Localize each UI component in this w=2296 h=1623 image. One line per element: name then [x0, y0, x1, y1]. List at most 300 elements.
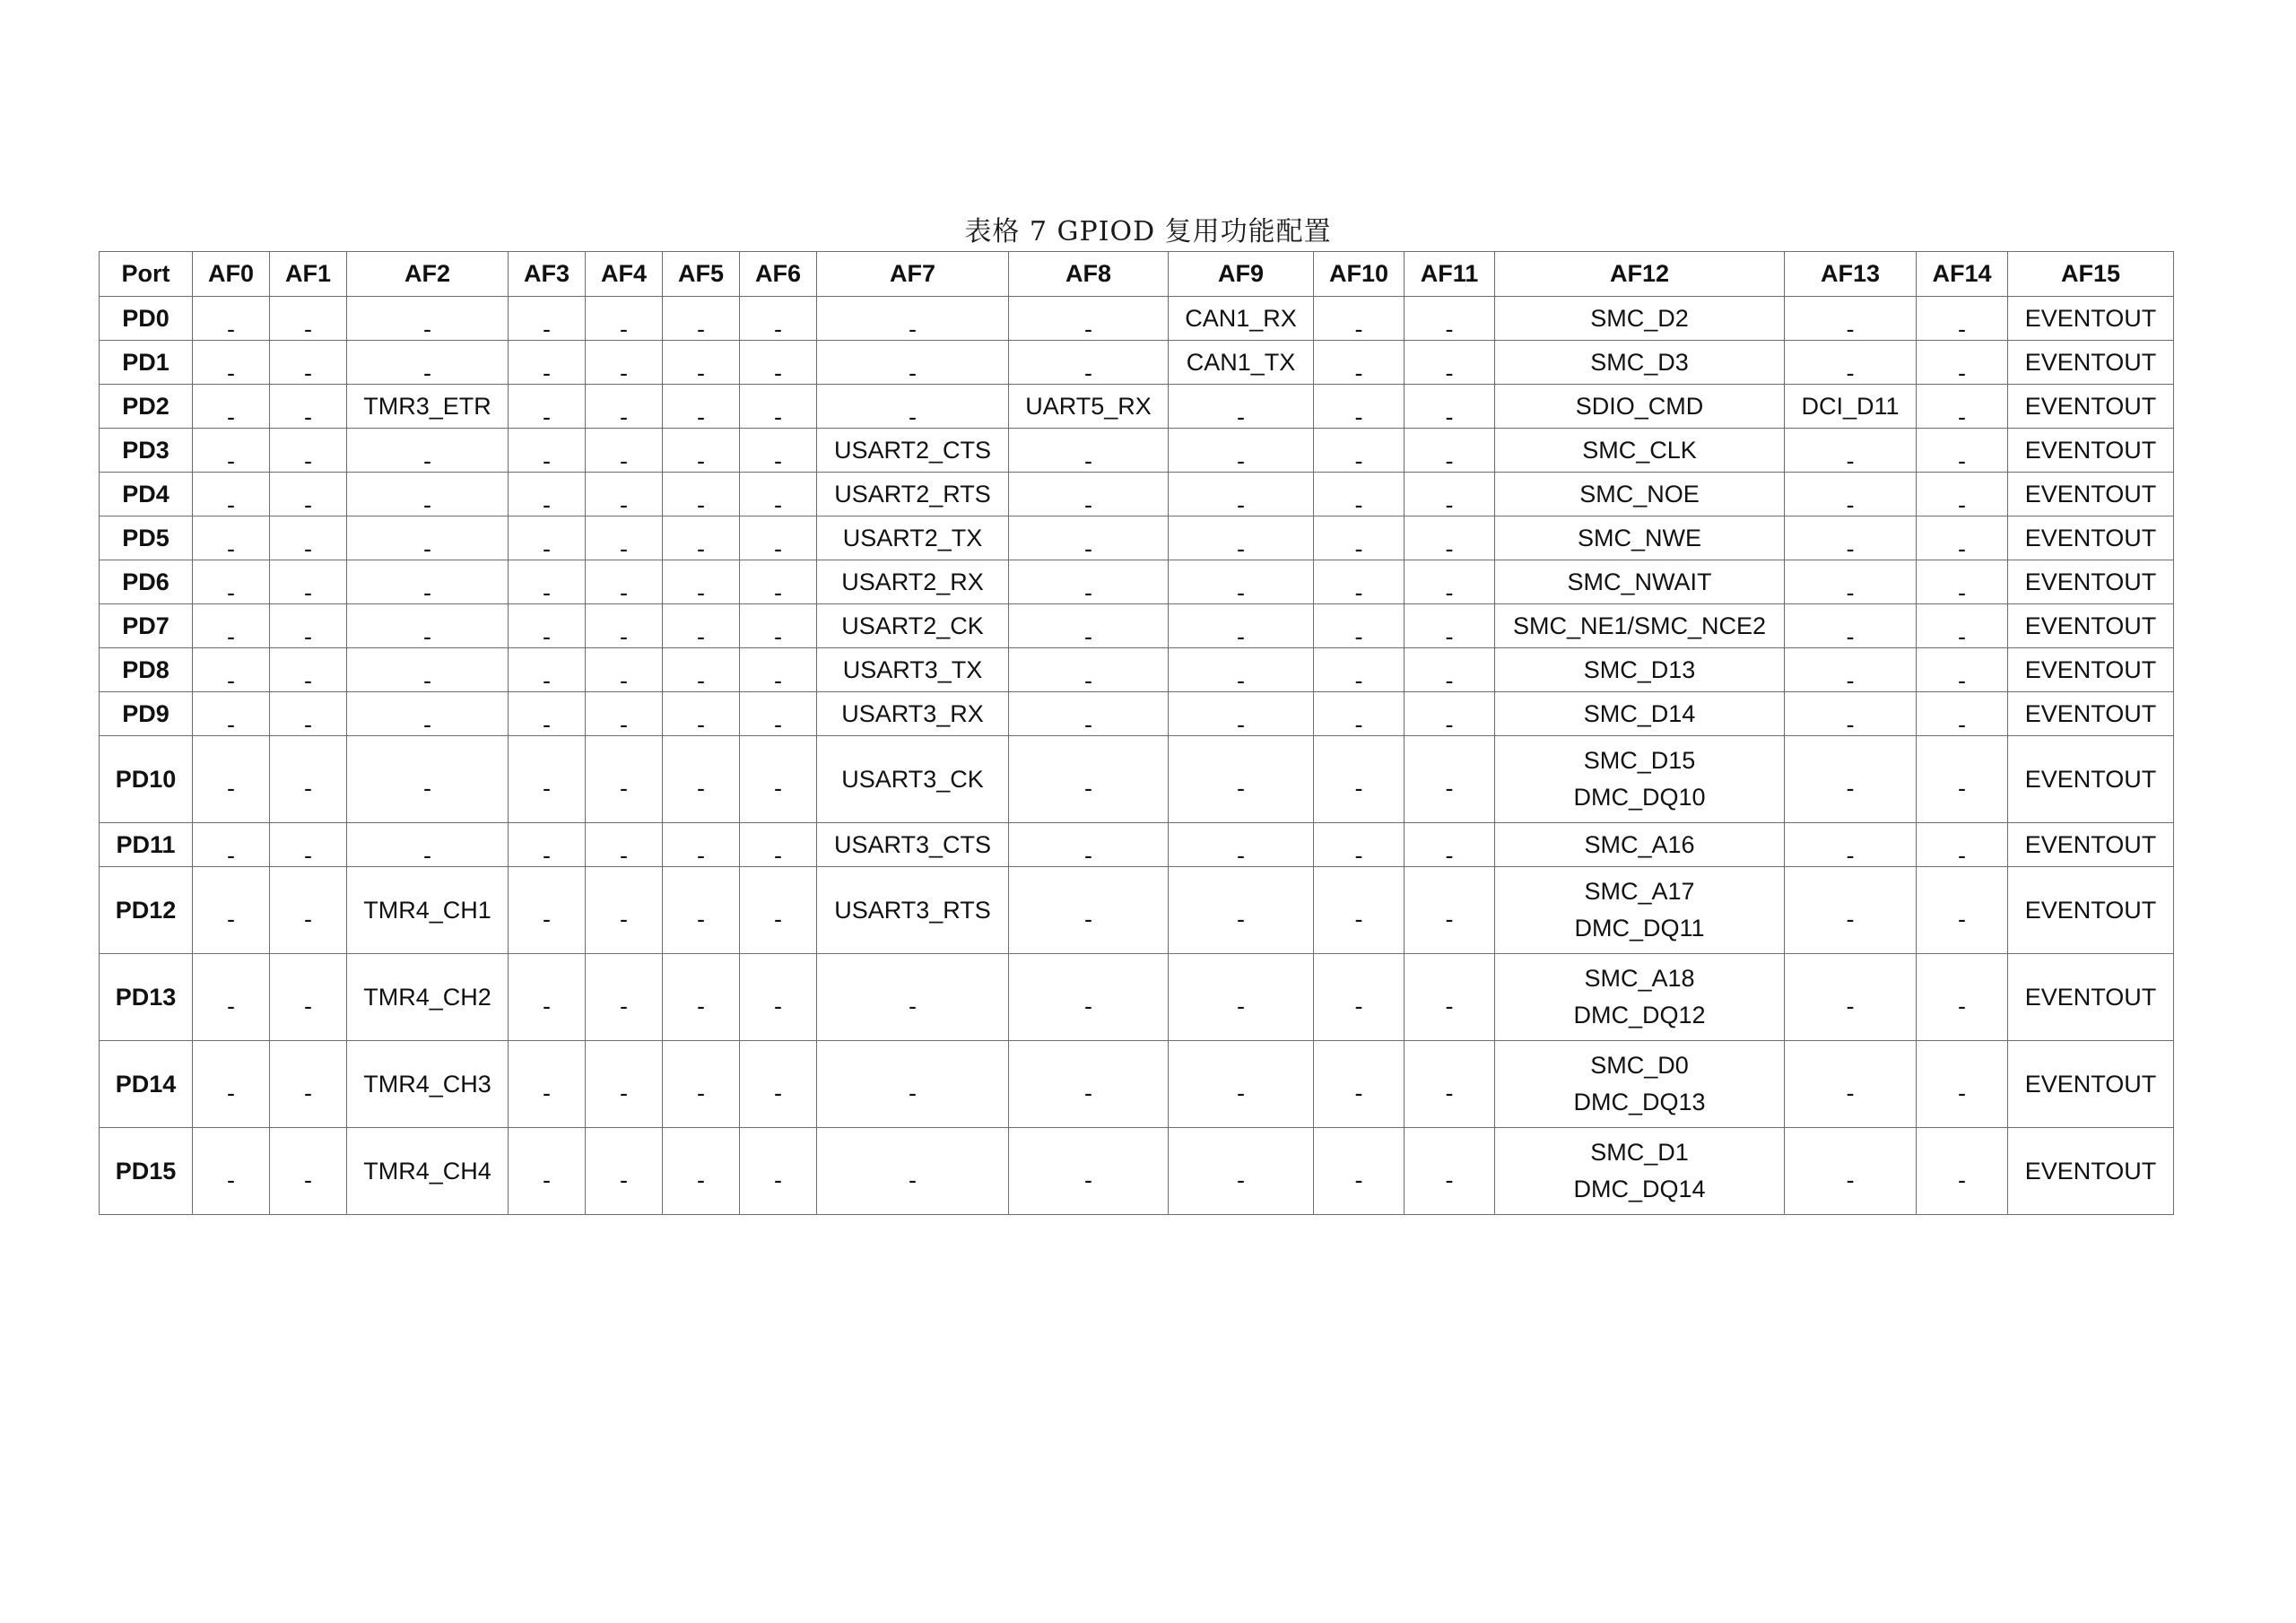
- af-cell: [347, 516, 509, 560]
- af-cell: [1405, 823, 1495, 867]
- empty-dash: -: [1237, 534, 1245, 560]
- empty-dash: -: [543, 490, 551, 516]
- empty-dash: -: [423, 359, 431, 385]
- empty-dash: -: [620, 534, 628, 560]
- empty-dash: -: [1958, 710, 1966, 736]
- empty-dash: -: [227, 1166, 235, 1193]
- af-cell: SMC_A16: [1495, 823, 1785, 867]
- empty-dash: -: [543, 1079, 551, 1107]
- af-cell: [1009, 954, 1169, 1041]
- af-cell: [586, 648, 663, 692]
- empty-dash: -: [1846, 490, 1855, 516]
- empty-dash: -: [1958, 666, 1966, 692]
- af-cell: [1009, 736, 1169, 823]
- table-body: [100, 297, 2174, 1215]
- af-cell: [1785, 648, 1917, 692]
- column-header-af3: AF3: [509, 252, 586, 297]
- af-cell: [270, 604, 347, 648]
- empty-dash: -: [1445, 774, 1454, 802]
- empty-dash: -: [304, 578, 312, 604]
- port-cell: PD11: [100, 823, 193, 867]
- af-cell: [193, 692, 270, 736]
- af-cell: [1785, 473, 1917, 516]
- af-cell: [740, 297, 817, 341]
- empty-dash: -: [909, 1166, 917, 1193]
- empty-dash: -: [1237, 447, 1245, 473]
- af-cell: [663, 341, 740, 385]
- empty-dash: -: [227, 359, 235, 385]
- empty-dash: -: [1445, 841, 1454, 867]
- af-cell: UART5_RX: [1009, 385, 1169, 429]
- af-cell: [1785, 1041, 1917, 1128]
- af-cell: [1314, 297, 1405, 341]
- af-cell: [1917, 473, 2008, 516]
- empty-dash: -: [1846, 534, 1855, 560]
- empty-dash: -: [1846, 774, 1855, 802]
- af-cell: [270, 341, 347, 385]
- af-cell: [1169, 648, 1314, 692]
- empty-dash: -: [774, 315, 782, 341]
- empty-dash: -: [1846, 578, 1855, 604]
- table-row-pd15: [100, 1128, 2174, 1215]
- empty-dash: -: [423, 666, 431, 692]
- af-cell: EVENTOUT: [2008, 516, 2174, 560]
- af-cell: EVENTOUT: [2008, 385, 2174, 429]
- af-cell: [193, 429, 270, 473]
- empty-dash: -: [909, 359, 917, 385]
- empty-dash: -: [1354, 622, 1363, 648]
- empty-dash: -: [1354, 1079, 1363, 1107]
- empty-dash: -: [1958, 992, 1966, 1020]
- empty-dash: -: [774, 490, 782, 516]
- af-cell: EVENTOUT: [2008, 954, 2174, 1041]
- table-row-pd0: [100, 297, 2174, 341]
- af-cell: [1405, 516, 1495, 560]
- empty-dash: -: [1445, 447, 1454, 473]
- af-cell: [1009, 560, 1169, 604]
- empty-dash: -: [697, 710, 705, 736]
- af-cell: [1785, 297, 1917, 341]
- empty-dash: -: [620, 403, 628, 429]
- empty-dash: -: [774, 1166, 782, 1193]
- column-header-af15: AF15: [2008, 252, 2174, 297]
- af-cell: [509, 736, 586, 823]
- af-cell: [193, 385, 270, 429]
- table-caption: 表格 7 GPIOD 复用功能配置: [964, 216, 1332, 247]
- empty-dash: -: [774, 578, 782, 604]
- af-cell: [586, 604, 663, 648]
- port-cell: PD9: [100, 692, 193, 736]
- empty-dash: -: [423, 534, 431, 560]
- empty-dash: -: [423, 774, 431, 802]
- af-cell: [270, 560, 347, 604]
- af-cell: [1009, 1041, 1169, 1128]
- af-cell: EVENTOUT: [2008, 604, 2174, 648]
- af-cell: [509, 954, 586, 1041]
- af-cell: [817, 341, 1009, 385]
- af-cell: [1785, 1128, 1917, 1215]
- empty-dash: -: [1445, 992, 1454, 1020]
- af-cell: [1314, 954, 1405, 1041]
- af-cell: [1009, 823, 1169, 867]
- af-cell: [1009, 648, 1169, 692]
- af-cell: [740, 823, 817, 867]
- af-cell: [1405, 1041, 1495, 1128]
- empty-dash: -: [1846, 315, 1855, 341]
- empty-dash: -: [620, 1079, 628, 1107]
- af-cell-line: SMC_D15: [1583, 747, 1696, 774]
- af-cell: [1169, 604, 1314, 648]
- af-cell: [1785, 954, 1917, 1041]
- table-row-pd11: [100, 823, 2174, 867]
- af-cell-line: DMC_DQ13: [1573, 1089, 1706, 1115]
- af-cell: SMC_NWAIT: [1495, 560, 1785, 604]
- empty-dash: -: [1354, 315, 1363, 341]
- af-cell: TMR4_CH4: [347, 1128, 509, 1215]
- empty-dash: -: [227, 622, 235, 648]
- empty-dash: -: [620, 992, 628, 1020]
- header-row: [100, 252, 2174, 297]
- empty-dash: -: [1237, 666, 1245, 692]
- af-cell: [1314, 867, 1405, 954]
- empty-dash: -: [1237, 403, 1245, 429]
- port-cell: PD13: [100, 954, 193, 1041]
- port-cell: PD12: [100, 867, 193, 954]
- af-cell: USART2_TX: [817, 516, 1009, 560]
- empty-dash: -: [304, 403, 312, 429]
- af-cell-line: DMC_DQ11: [1574, 915, 1705, 942]
- empty-dash: -: [227, 1079, 235, 1107]
- af-cell: [1314, 823, 1405, 867]
- af-cell: [1405, 867, 1495, 954]
- empty-dash: -: [1084, 710, 1092, 736]
- af-cell: [1009, 692, 1169, 736]
- af-cell: [193, 823, 270, 867]
- empty-dash: -: [620, 622, 628, 648]
- af-cell: [1314, 648, 1405, 692]
- af-cell: [193, 604, 270, 648]
- empty-dash: -: [774, 359, 782, 385]
- table-row-pd10: [100, 736, 2174, 823]
- empty-dash: -: [227, 447, 235, 473]
- empty-dash: -: [1846, 905, 1855, 933]
- af-cell: [347, 473, 509, 516]
- af-cell: [509, 473, 586, 516]
- empty-dash: -: [423, 447, 431, 473]
- af-cell: [347, 297, 509, 341]
- af-cell: [740, 1041, 817, 1128]
- column-header-af2: AF2: [347, 252, 509, 297]
- af-cell: [347, 604, 509, 648]
- af-cell: [347, 736, 509, 823]
- empty-dash: -: [227, 710, 235, 736]
- af-cell: [740, 648, 817, 692]
- af-cell: SMC_D13: [1495, 648, 1785, 692]
- empty-dash: -: [620, 490, 628, 516]
- af-cell: USART3_CTS: [817, 823, 1009, 867]
- empty-dash: -: [423, 622, 431, 648]
- af-cell: TMR3_ETR: [347, 385, 509, 429]
- af-cell: [586, 385, 663, 429]
- af-cell: [1405, 692, 1495, 736]
- empty-dash: -: [909, 315, 917, 341]
- table-row-pd8: [100, 648, 2174, 692]
- af-cell: [270, 385, 347, 429]
- empty-dash: -: [227, 905, 235, 933]
- empty-dash: -: [1445, 403, 1454, 429]
- empty-dash: -: [227, 534, 235, 560]
- empty-dash: -: [1084, 359, 1092, 385]
- af-cell: USART3_RX: [817, 692, 1009, 736]
- af-cell: [663, 736, 740, 823]
- af-cell: [1314, 429, 1405, 473]
- af-cell: [586, 692, 663, 736]
- empty-dash: -: [620, 359, 628, 385]
- af-cell: [193, 297, 270, 341]
- af-cell-line: SMC_D1: [1590, 1139, 1689, 1166]
- af-cell: [1169, 867, 1314, 954]
- empty-dash: -: [1445, 578, 1454, 604]
- af-cell: [586, 429, 663, 473]
- af-cell: [1314, 473, 1405, 516]
- empty-dash: -: [697, 1079, 705, 1107]
- empty-dash: -: [1084, 666, 1092, 692]
- af-cell: SMC_CLK: [1495, 429, 1785, 473]
- empty-dash: -: [1846, 666, 1855, 692]
- empty-dash: -: [1084, 1166, 1092, 1193]
- empty-dash: -: [1237, 578, 1245, 604]
- table-row-pd2: [100, 385, 2174, 429]
- af-cell: EVENTOUT: [2008, 736, 2174, 823]
- empty-dash: -: [697, 666, 705, 692]
- empty-dash: -: [1445, 315, 1454, 341]
- af-cell: [586, 297, 663, 341]
- af-cell: [817, 385, 1009, 429]
- af-cell: [509, 429, 586, 473]
- af-cell: USART2_CTS: [817, 429, 1009, 473]
- af-cell: [1785, 516, 1917, 560]
- empty-dash: -: [423, 490, 431, 516]
- af-cell: [1917, 692, 2008, 736]
- empty-dash: -: [1445, 534, 1454, 560]
- af-cell: [1314, 385, 1405, 429]
- af-cell-line: DMC_DQ14: [1573, 1176, 1706, 1202]
- af-cell: USART3_CK: [817, 736, 1009, 823]
- port-cell: PD0: [100, 297, 193, 341]
- empty-dash: -: [227, 774, 235, 802]
- af-cell: [270, 429, 347, 473]
- empty-dash: -: [1084, 992, 1092, 1020]
- empty-dash: -: [1445, 359, 1454, 385]
- af-cell: [1495, 867, 1785, 954]
- af-cell: [1405, 648, 1495, 692]
- empty-dash: -: [304, 774, 312, 802]
- empty-dash: -: [543, 774, 551, 802]
- af-cell: SMC_NWE: [1495, 516, 1785, 560]
- empty-dash: -: [1958, 359, 1966, 385]
- empty-dash: -: [697, 992, 705, 1020]
- af-cell: [193, 1128, 270, 1215]
- empty-dash: -: [1237, 841, 1245, 867]
- af-cell: EVENTOUT: [2008, 692, 2174, 736]
- af-cell: [1009, 516, 1169, 560]
- empty-dash: -: [909, 1079, 917, 1107]
- empty-dash: -: [1445, 905, 1454, 933]
- empty-dash: -: [774, 447, 782, 473]
- empty-dash: -: [1958, 841, 1966, 867]
- af-cell: [663, 692, 740, 736]
- af-cell: EVENTOUT: [2008, 429, 2174, 473]
- empty-dash: -: [774, 774, 782, 802]
- af-cell: [1169, 429, 1314, 473]
- af-cell: [1785, 736, 1917, 823]
- column-header-af1: AF1: [270, 252, 347, 297]
- af-cell: [1009, 297, 1169, 341]
- af-cell: [1169, 385, 1314, 429]
- af-cell: [347, 560, 509, 604]
- empty-dash: -: [1958, 403, 1966, 429]
- af-cell: EVENTOUT: [2008, 1041, 2174, 1128]
- af-cell: [586, 341, 663, 385]
- af-cell: USART2_CK: [817, 604, 1009, 648]
- af-cell: [1917, 648, 2008, 692]
- table-row-pd4: [100, 473, 2174, 516]
- af-cell: SMC_D14: [1495, 692, 1785, 736]
- empty-dash: -: [774, 1079, 782, 1107]
- af-cell: [270, 823, 347, 867]
- af-cell: [270, 692, 347, 736]
- port-cell: PD3: [100, 429, 193, 473]
- empty-dash: -: [1084, 534, 1092, 560]
- empty-dash: -: [774, 992, 782, 1020]
- af-cell: [270, 297, 347, 341]
- af-cell: TMR4_CH2: [347, 954, 509, 1041]
- af-cell: [817, 297, 1009, 341]
- af-cell: [347, 692, 509, 736]
- empty-dash: -: [620, 774, 628, 802]
- empty-dash: -: [620, 710, 628, 736]
- af-cell: [270, 1128, 347, 1215]
- af-cell: [740, 867, 817, 954]
- af-cell: [663, 560, 740, 604]
- empty-dash: -: [1846, 1079, 1855, 1107]
- af-cell: [1405, 385, 1495, 429]
- af-cell-line: SMC_A18: [1584, 965, 1695, 992]
- empty-dash: -: [227, 992, 235, 1020]
- empty-dash: -: [543, 1166, 551, 1193]
- column-header-af11: AF11: [1405, 252, 1495, 297]
- af-cell: [663, 297, 740, 341]
- af-cell: [1495, 1128, 1785, 1215]
- af-cell: [270, 516, 347, 560]
- empty-dash: -: [1354, 710, 1363, 736]
- af-cell: [1495, 1041, 1785, 1128]
- empty-dash: -: [1846, 841, 1855, 867]
- port-cell: PD7: [100, 604, 193, 648]
- af-cell: [663, 867, 740, 954]
- column-header-af14: AF14: [1917, 252, 2008, 297]
- empty-dash: -: [543, 534, 551, 560]
- af-cell: [1009, 604, 1169, 648]
- af-cell: [1917, 1041, 2008, 1128]
- af-cell: [1917, 823, 2008, 867]
- empty-dash: -: [1084, 622, 1092, 648]
- port-cell: PD14: [100, 1041, 193, 1128]
- empty-dash: -: [697, 490, 705, 516]
- af-cell: [740, 692, 817, 736]
- empty-dash: -: [543, 359, 551, 385]
- empty-dash: -: [1958, 1079, 1966, 1107]
- af-cell: [509, 385, 586, 429]
- empty-dash: -: [543, 710, 551, 736]
- af-cell-line: SMC_A17: [1584, 878, 1695, 905]
- af-cell: [1917, 1128, 2008, 1215]
- empty-dash: -: [1084, 447, 1092, 473]
- af-cell: [1917, 341, 2008, 385]
- af-cell: [663, 823, 740, 867]
- af-cell: [509, 648, 586, 692]
- table-row-pd1: [100, 341, 2174, 385]
- empty-dash: -: [697, 447, 705, 473]
- af-cell: [1169, 1128, 1314, 1215]
- af-cell: [586, 473, 663, 516]
- empty-dash: -: [1354, 905, 1363, 933]
- af-cell: [509, 1128, 586, 1215]
- af-cell: [1917, 516, 2008, 560]
- empty-dash: -: [620, 447, 628, 473]
- af-cell: [663, 1128, 740, 1215]
- af-cell: [1785, 823, 1917, 867]
- af-cell: [1314, 516, 1405, 560]
- empty-dash: -: [304, 622, 312, 648]
- af-cell: [193, 516, 270, 560]
- af-cell: USART2_RTS: [817, 473, 1009, 516]
- table-row-pd6: [100, 560, 2174, 604]
- af-cell: [817, 954, 1009, 1041]
- empty-dash: -: [697, 1166, 705, 1193]
- af-cell: [1405, 1128, 1495, 1215]
- column-header-af8: AF8: [1009, 252, 1169, 297]
- af-cell: [1405, 560, 1495, 604]
- af-cell: [663, 1041, 740, 1128]
- empty-dash: -: [1237, 710, 1245, 736]
- af-cell-line: DMC_DQ12: [1573, 1002, 1706, 1028]
- af-cell: SMC_D3: [1495, 341, 1785, 385]
- af-cell: [1405, 473, 1495, 516]
- af-cell: [509, 604, 586, 648]
- af-cell: TMR4_CH3: [347, 1041, 509, 1128]
- af-cell: [1169, 736, 1314, 823]
- empty-dash: -: [1354, 359, 1363, 385]
- empty-dash: -: [543, 992, 551, 1020]
- af-cell: [1495, 954, 1785, 1041]
- empty-dash: -: [774, 905, 782, 933]
- af-cell: [509, 823, 586, 867]
- empty-dash: -: [620, 666, 628, 692]
- af-cell: [1169, 516, 1314, 560]
- af-cell: [740, 604, 817, 648]
- empty-dash: -: [227, 578, 235, 604]
- empty-dash: -: [620, 905, 628, 933]
- af-cell: [509, 516, 586, 560]
- empty-dash: -: [697, 315, 705, 341]
- empty-dash: -: [227, 841, 235, 867]
- empty-dash: -: [697, 622, 705, 648]
- af-cell: [663, 385, 740, 429]
- af-cell-line: DMC_DQ10: [1573, 784, 1706, 811]
- empty-dash: -: [697, 578, 705, 604]
- af-cell: [509, 297, 586, 341]
